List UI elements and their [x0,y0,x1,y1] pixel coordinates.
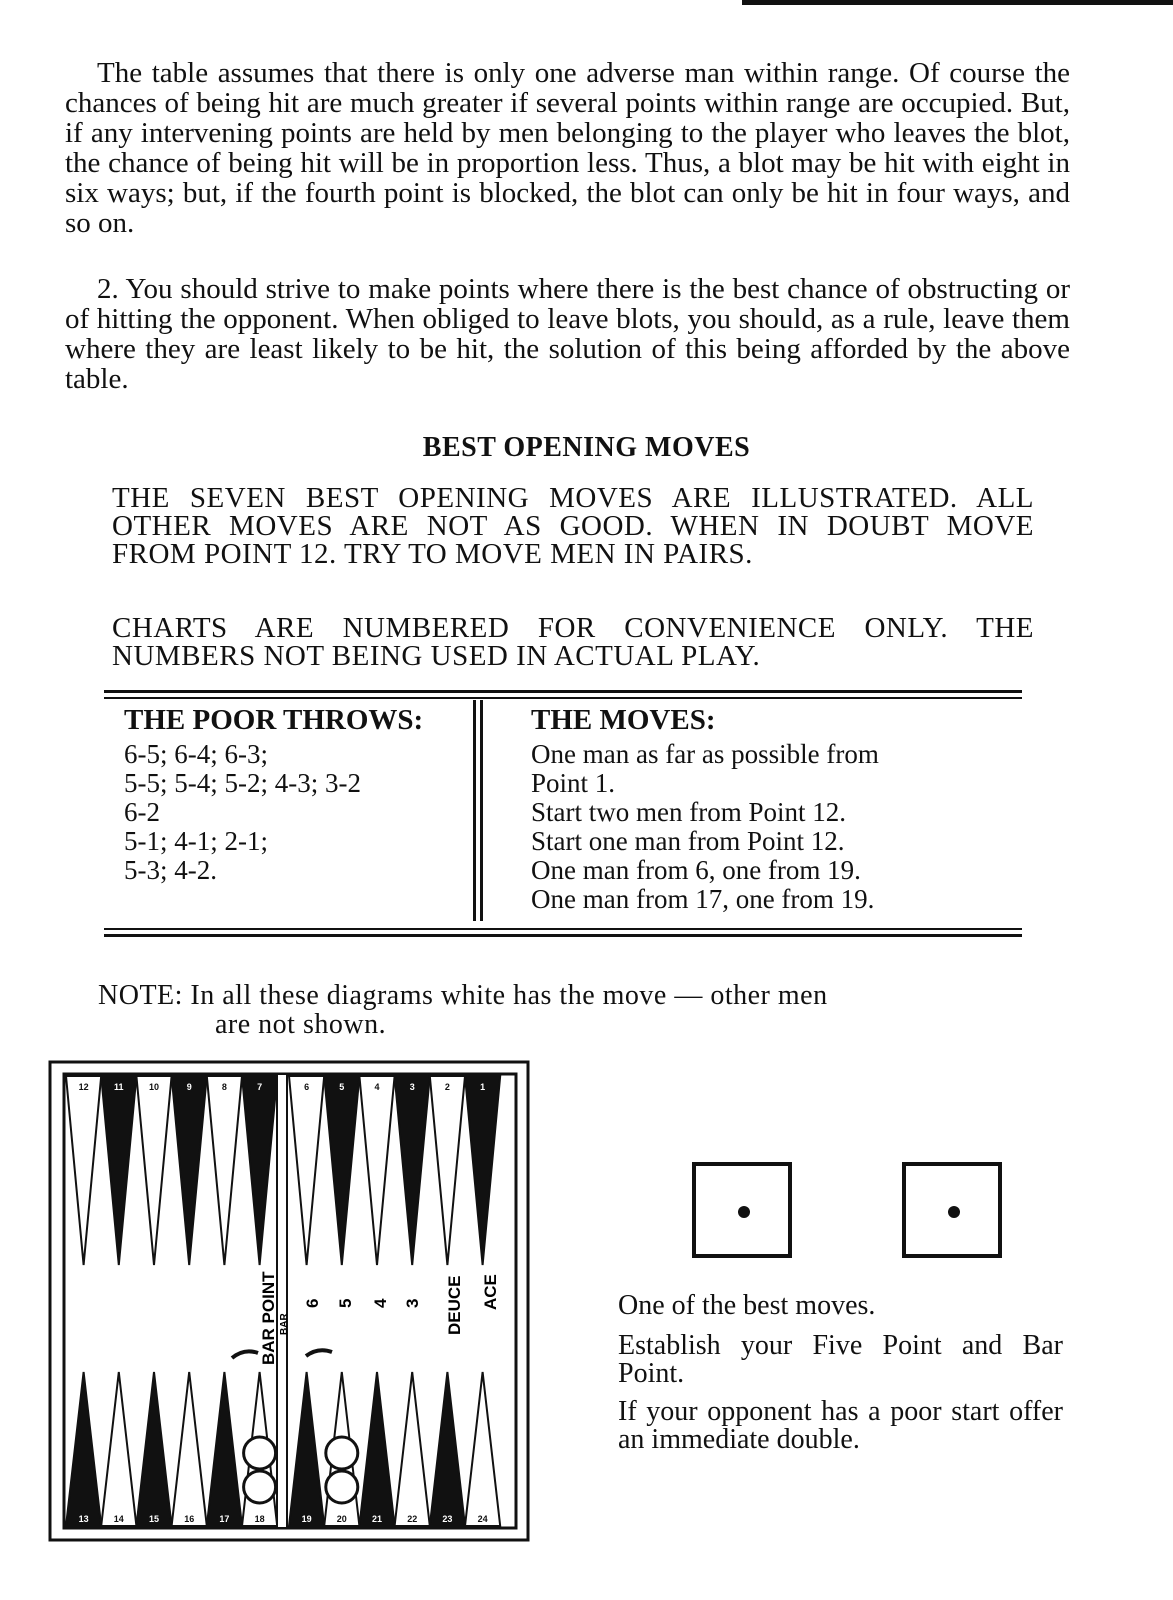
section-title: BEST OPENING MOVES [422,432,751,463]
caption-line-3: If your opponent has a poor start offer an immediate double. [618,1396,1063,1455]
caption-line-2: Establish your Five Point and Bar Point. [618,1330,1063,1389]
throws-table [104,690,1022,940]
moves-line: Point 1. [531,768,616,798]
top-rule [742,0,1173,5]
point-4-label: 4 [371,1298,390,1308]
bottom-point-number: 18 [254,1514,265,1524]
top-point-number: 11 [114,1082,124,1092]
moves-header: THE MOVES: [531,704,716,736]
bottom-point-number: 22 [407,1514,418,1524]
table-top-rule-inner [104,697,1022,699]
poor-throws-column [124,704,423,885]
poor-throws-header: THE POOR THROWS: [124,704,424,736]
die-right [902,1162,1002,1258]
poor-throws-line: 6-2 [124,797,160,827]
caption-line-1: One of the best moves. [618,1290,876,1321]
white-man [326,1437,358,1469]
bar-point-label: BAR POINT [259,1271,278,1365]
moves-line: Start one man from Point 12. [531,826,845,856]
note-line-2: are not shown. [215,1009,387,1040]
die-pip [738,1206,750,1218]
deuce-label: DEUCE [445,1275,464,1335]
white-man [326,1471,358,1503]
table-divider [473,700,476,921]
table-bottom-rule [104,934,1022,937]
intro-paragraph: The table assumes that there is only one adverse man within range. Of course the chances of being hit are much greater if several points within range are occupied. But, if any intervening points are held by men belonging to the player who leaves the blot, the chance of being hit will be in proportion less. Thus, a blot may be hit with eight in six ways; but, if the fourth point is blocked, the blot can only be hit in four ways, and so on. [65,57,1070,239]
bottom-point-number: 13 [78,1514,89,1524]
top-point-number: 1 [480,1082,486,1092]
bottom-point-number: 24 [477,1514,488,1524]
moves-line: One man as far as possible from [531,739,879,769]
poor-throws-line: 5-1; 4-1; 2-1; [124,826,268,856]
bar-label: BAR [279,1313,290,1335]
table-divider-inner [480,700,483,921]
bottom-point-number: 15 [148,1514,160,1524]
top-point-number: 3 [409,1082,415,1092]
bottom-point-number: 23 [442,1514,453,1524]
bar-divider [277,1074,287,1528]
poor-throws-line: 6-5; 6-4; 6-3; [124,739,268,769]
top-point-number: 8 [221,1082,227,1092]
bottom-point-number: 21 [371,1514,383,1524]
bottom-point-number: 16 [184,1514,195,1524]
bottom-point-number: 19 [301,1514,312,1524]
top-point-number: 2 [444,1082,450,1092]
ace-label: ACE [481,1274,500,1310]
table-bottom-rule-inner [104,928,1022,930]
instruction-paragraph-2: CHARTS ARE NUMBERED FOR CONVENIENCE ONLY. THE NUMBERS NOT BEING USED IN ACTUAL PLAY. [112,612,1034,672]
bottom-point-number: 17 [219,1514,230,1524]
instruction-paragraph-1: THE SEVEN BEST OPENING MOVES ARE ILLUSTRATED. ALL OTHER MOVES ARE NOT AS GOOD. WHEN IN DOUBT MOVE FROM POINT 12. TRY TO MOVE MEN IN PAIRS. [112,482,1034,570]
table-top-rule [104,690,1022,693]
top-point-number: 7 [257,1082,263,1092]
white-man [244,1471,276,1503]
poor-throws-line: 5-5; 5-4; 5-2; 4-3; 3-2 [124,768,361,798]
moves-column [531,704,879,914]
top-point-number: 10 [148,1082,160,1092]
top-point-number: 5 [339,1082,345,1092]
point-6-label: 6 [303,1298,322,1308]
white-man [244,1437,276,1469]
top-point-number: 12 [78,1082,89,1092]
bottom-point-number: 20 [336,1514,347,1524]
moves-line: One man from 17, one from 19. [531,884,875,914]
point-5-label: 5 [336,1298,355,1308]
top-point-number: 4 [374,1082,380,1092]
poor-throws-line: 5-3; 4-2. [124,855,217,885]
rule-2-paragraph: 2. You should strive to make points where there is the best chance of obstructing or of hitting the opponent. When obliged to leave blots, you should, as a rule, leave them where they are least likely to be hit, the solution of this being afforded by the above table. [65,273,1070,395]
bottom-point-number: 14 [113,1514,124,1524]
moves-line: Start two men from Point 12. [531,797,846,827]
note-line-1: NOTE: In all these diagrams white has the move — other men [98,980,828,1011]
die-left [692,1162,792,1258]
top-point-number: 6 [304,1082,310,1092]
die-pip [948,1206,960,1218]
point-3-label: 3 [403,1298,422,1308]
backgammon-board-diagram [48,1060,530,1542]
top-point-number: 9 [186,1082,192,1092]
moves-line: One man from 6, one from 19. [531,855,861,885]
